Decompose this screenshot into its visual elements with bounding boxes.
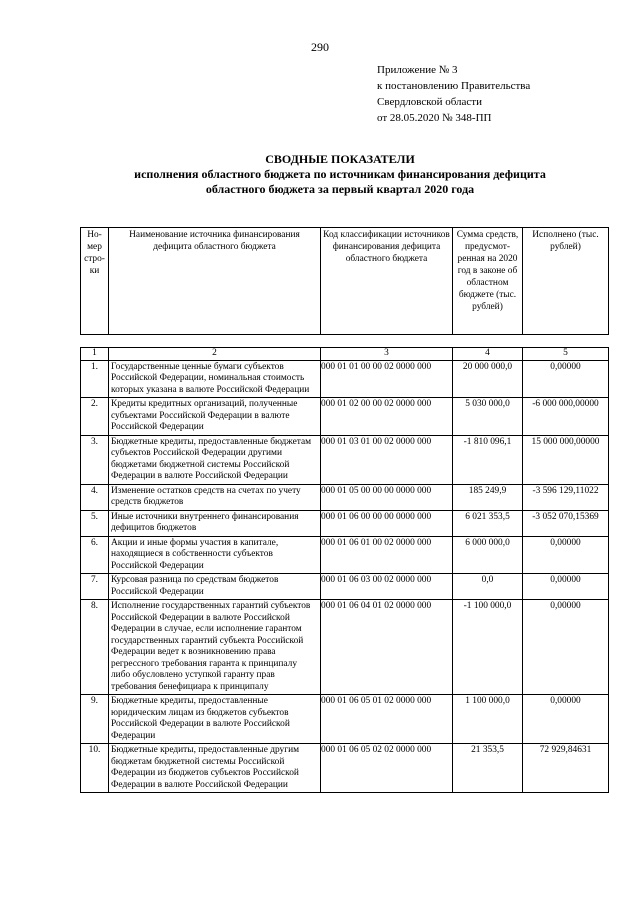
table-row [81, 574, 609, 600]
cell-name: Бюджетные кредиты, предоставленные юридическим лицам из бюджетов субъектов Российской Федерации в валюте Российской Федерации [109, 695, 321, 744]
header-num: Но-мер стро-ки [81, 228, 109, 335]
appendix-line: Свердловской области [377, 96, 482, 108]
table-row [81, 695, 609, 744]
cell-name: Иные источники внутреннего финансирования дефицитов бюджетов [109, 510, 321, 536]
cell-code: 000 01 03 01 00 02 0000 000 [321, 435, 453, 484]
table-row [81, 435, 609, 484]
cell-name: Исполнение государственных гарантий субъектов Российской Федерации в валюте Российской Федерации в случае, если исполнение гарантом государственных гарантий субъекта Российской Федерации ведет к возникновению права регрессного требования гаранта к принципалу либо обусловлено уступкой гаранту прав требования бенефициара к принципалу [109, 600, 321, 695]
cell-name: Государственные ценные бумаги субъектов Российской Федерации, номинальная стоимость которых указана в валюте Российской Федерации [109, 360, 321, 398]
cell-name: Курсовая разница по средствам бюджетов Российской Федерации [109, 574, 321, 600]
cell-planned: 5 030 000,0 [453, 398, 523, 436]
cell-num: 6. [81, 536, 109, 574]
cell-name: Бюджетные кредиты, предоставленные другим бюджетам бюджетной системы Российской Федерации из бюджетов субъектов Российской Федерации в валюте Российской Федерации [109, 744, 321, 793]
cell-executed: 0,00000 [523, 360, 609, 398]
cell-planned: 0,0 [453, 574, 523, 600]
cell-planned: -1 810 096,1 [453, 435, 523, 484]
column-number: 3 [321, 348, 453, 361]
cell-num: 4. [81, 484, 109, 510]
cell-num: 1. [81, 360, 109, 398]
table-row [81, 398, 609, 436]
cell-executed: 0,00000 [523, 600, 609, 695]
column-numbers-row [81, 348, 609, 361]
cell-planned: 6 021 353,5 [453, 510, 523, 536]
cell-code: 000 01 02 00 00 02 0000 000 [321, 398, 453, 436]
table-row [81, 536, 609, 574]
appendix-line: от 28.05.2020 № 348-ПП [377, 112, 492, 124]
cell-executed: 0,00000 [523, 536, 609, 574]
cell-num: 8. [81, 600, 109, 695]
cell-num: 9. [81, 695, 109, 744]
cell-name: Акции и иные формы участия в капитале, находящиеся в собственности субъектов Российской Федерации [109, 536, 321, 574]
cell-executed: 0,00000 [523, 695, 609, 744]
cell-planned: 21 353,5 [453, 744, 523, 793]
cell-planned: -1 100 000,0 [453, 600, 523, 695]
cell-executed: 0,00000 [523, 574, 609, 600]
cell-code: 000 01 06 00 00 00 0000 000 [321, 510, 453, 536]
cell-code: 000 01 06 04 01 02 0000 000 [321, 600, 453, 695]
cell-num: 3. [81, 435, 109, 484]
header-code: Код классификации источников финансирования дефицита областного бюджета [321, 228, 453, 335]
title-line: СВОДНЫЕ ПОКАЗАТЕЛИ [265, 152, 415, 166]
cell-code: 000 01 06 03 00 02 0000 000 [321, 574, 453, 600]
table-row [81, 360, 609, 398]
cell-planned: 1 100 000,0 [453, 695, 523, 744]
data-table [80, 347, 609, 793]
page-number: 290 [311, 40, 329, 54]
cell-executed: -3 052 070,15369 [523, 510, 609, 536]
cell-name: Изменение остатков средств на счетах по учету средств бюджетов [109, 484, 321, 510]
header-name: Наименование источника финансирования дефицита областного бюджета [109, 228, 321, 335]
column-number: 2 [109, 348, 321, 361]
title-line: областного бюджета за первый квартал 2020 года [205, 182, 475, 196]
cell-code: 000 01 06 01 00 02 0000 000 [321, 536, 453, 574]
appendix-block [377, 62, 530, 126]
cell-code: 000 01 05 00 00 00 0000 000 [321, 484, 453, 510]
title-line: исполнения областного бюджета по источникам финансирования дефицита [134, 167, 546, 181]
document-title [0, 152, 640, 197]
cell-num: 7. [81, 574, 109, 600]
cell-name: Кредиты кредитных организаций, полученные субъектами Российской Федерации в валюте Российской Федерации [109, 398, 321, 436]
cell-planned: 6 000 000,0 [453, 536, 523, 574]
appendix-line: Приложение № 3 [377, 64, 458, 76]
cell-planned: 185 249,9 [453, 484, 523, 510]
cell-code: 000 01 01 00 00 02 0000 000 [321, 360, 453, 398]
cell-num: 10. [81, 744, 109, 793]
table-row [81, 744, 609, 793]
header-table [80, 227, 609, 335]
table-row [81, 484, 609, 510]
table-row [81, 510, 609, 536]
cell-executed: 72 929,84631 [523, 744, 609, 793]
cell-code: 000 01 06 05 02 02 0000 000 [321, 744, 453, 793]
cell-num: 2. [81, 398, 109, 436]
column-number: 5 [523, 348, 609, 361]
cell-num: 5. [81, 510, 109, 536]
cell-planned: 20 000 000,0 [453, 360, 523, 398]
cell-name: Бюджетные кредиты, предоставленные бюджетам субъектов Российской Федерации другими бюджетами бюджетной системы Российской Федерации в валюте Российской Федерации [109, 435, 321, 484]
column-number: 1 [81, 348, 109, 361]
table-row [81, 600, 609, 695]
appendix-line: к постановлению Правительства [377, 80, 531, 92]
cell-executed: -3 596 129,11022 [523, 484, 609, 510]
header-planned: Сумма средств, предусмот-ренная на 2020 год в законе об областном бюджете (тыс. рублей) [453, 228, 523, 335]
cell-executed: -6 000 000,00000 [523, 398, 609, 436]
header-executed: Исполнено (тыс. рублей) [523, 228, 609, 335]
column-number: 4 [453, 348, 523, 361]
cell-executed: 15 000 000,00000 [523, 435, 609, 484]
cell-code: 000 01 06 05 01 02 0000 000 [321, 695, 453, 744]
